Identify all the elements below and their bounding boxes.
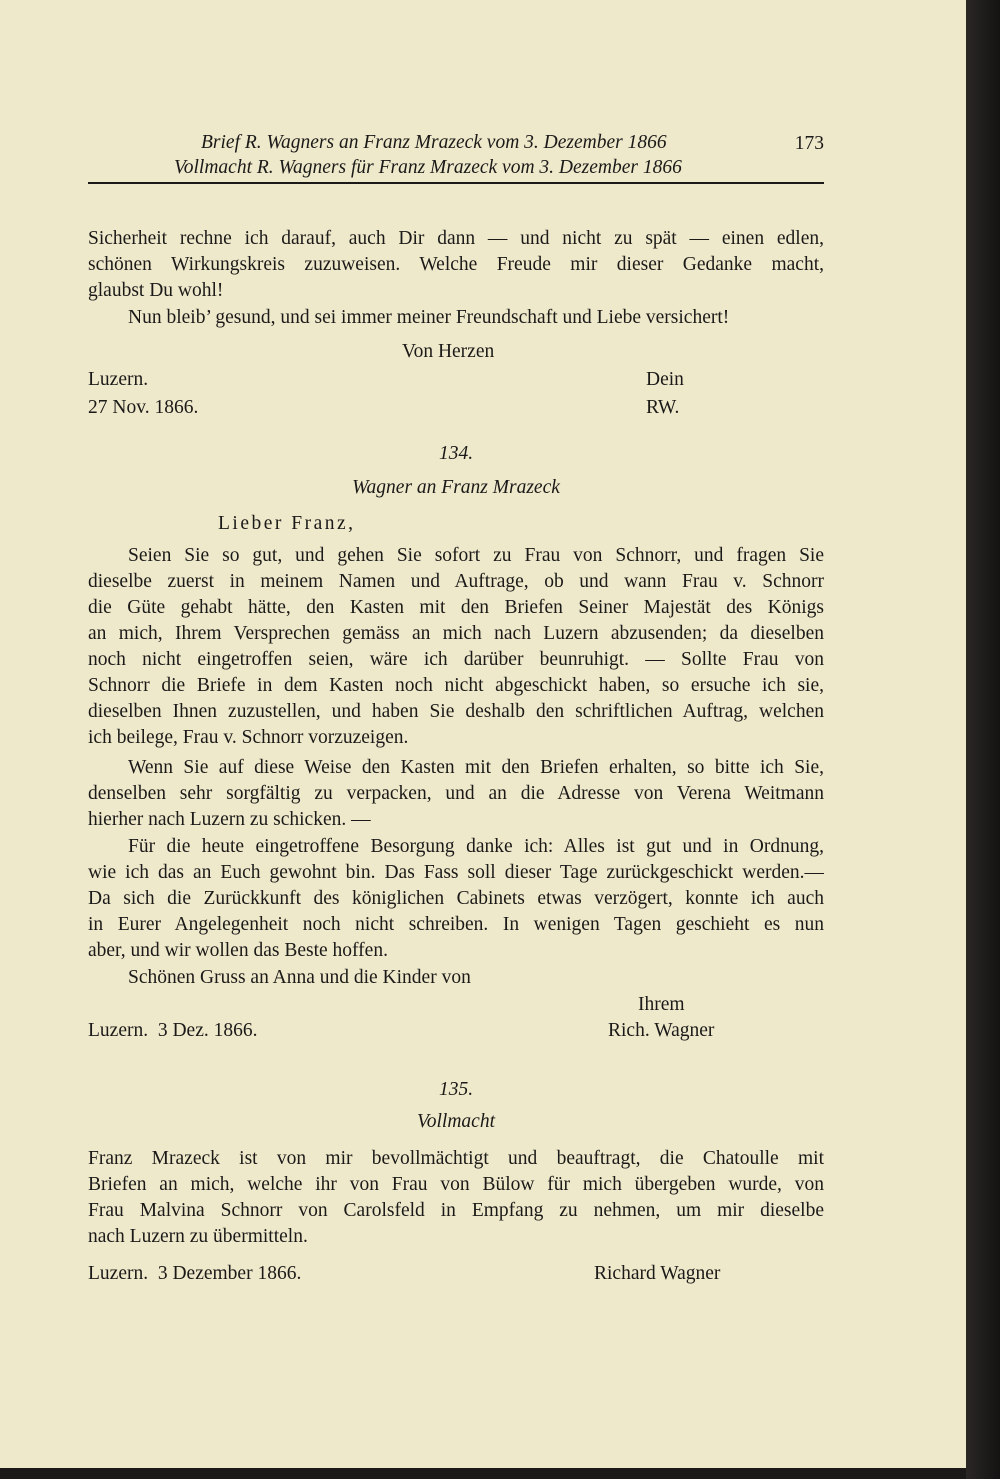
document-number: 135. (438, 1079, 474, 1100)
text-line: aber, und wir wollen das Beste hoffen. (88, 940, 388, 961)
letter-place: Luzern. (88, 369, 149, 390)
signature-line-1: Ihrem (638, 994, 685, 1015)
text-line: Schnorr die Briefe in dem Kasten noch nicht abgeschickt haben, so ersuche ich sie, (88, 675, 824, 696)
text-line: in Eurer Angelegenheit noch nicht schreiben. In wenigen Tagen geschieht es nun (88, 914, 824, 935)
text-line: noch nicht eingetroffen seien, wäre ich darüber beunruhigt. — Sollte Frau von (88, 649, 824, 670)
text-line: Franz Mrazeck ist von mir bevollmächtigt und beauftragt, die Chatoulle mit (88, 1148, 824, 1169)
text-line: Seien Sie so gut, und gehen Sie sofort zu Frau von Schnorr, und fragen Sie (128, 545, 824, 566)
document-title: Vollmacht (417, 1111, 495, 1132)
letter-title: Wagner an Franz Mrazeck (352, 477, 560, 498)
text-line: dieselben Ihnen zuzustellen, und haben Sie deshalb den schriftlichen Auftrag, welchen (88, 701, 824, 722)
text-line: an mich, Ihrem Versprechen gemäss an mich nach Luzern abzusenden; da dieselben (88, 623, 824, 644)
prev-letter-paragraph (88, 226, 824, 304)
text-line: dieselbe zuerst in meinem Namen und Auftrage, ob und wann Frau v. Schnorr (88, 571, 824, 592)
letter-paragraph-1 (88, 543, 824, 751)
text-line: Wenn Sie auf diese Weise den Kasten mit den Briefen erhalten, so bitte ich Sie, (128, 757, 824, 778)
letter-date: 27 Nov. 1866. (88, 397, 199, 418)
text-line: ich beilege, Frau v. Schnorr vorzuzeigen. (88, 727, 409, 748)
text-line: die Güte gehabt hätte, den Kasten mit den Briefen Seiner Majestät des Königs (88, 597, 824, 618)
text-line: glaubst Du wohl! (88, 280, 224, 301)
salutation: Lieber Franz, (218, 513, 356, 534)
text-line: Da sich die Zurückkunft des königlichen Cabinets etwas verzögert, konnte ich auch (88, 888, 824, 909)
text-line: Für die heute eingetroffene Besorgung danke ich: Alles ist gut und in Ordnung, (128, 836, 824, 857)
signature-line-2: Rich. Wagner (608, 1020, 715, 1041)
text-line: hierher nach Luzern zu schicken. — (88, 809, 371, 830)
header-line-2: Vollmacht R. Wagners für Franz Mrazeck vom 3. Dezember 1866 (174, 157, 682, 178)
signature-line-1: Dein (646, 369, 684, 390)
signature-line-2: RW. (646, 397, 680, 418)
text-line: Frau Malvina Schnorr von Carolsfeld in Empfang zu nehmen, um mir dieselbe (88, 1200, 824, 1221)
header-rule (88, 182, 824, 184)
letter-paragraph-4: Schönen Gruss an Anna und die Kinder von (128, 967, 471, 988)
document-signature: Richard Wagner (594, 1263, 721, 1284)
letter-number: 134. (438, 443, 474, 464)
book-edge (966, 0, 1000, 1479)
document-place-date: Luzern. 3 Dezember 1866. (88, 1263, 302, 1284)
text-line: schönen Wirkungskreis zuzuweisen. Welche Freude mir dieser Gedanke macht, (88, 254, 824, 275)
document-paragraph (88, 1146, 824, 1250)
text-line: nach Luzern zu übermitteln. (88, 1226, 308, 1247)
text-line: denselben sehr sorgfältig zu verpacken, und an die Adresse von Verena Weitmann (88, 783, 824, 804)
text-line: wie ich das an Euch gewohnt bin. Das Fass soll dieser Tage zurückgeschickt werden.— (88, 862, 824, 883)
letter-place-date: Luzern. 3 Dez. 1866. (88, 1020, 258, 1041)
letter-paragraph-3 (88, 834, 824, 964)
prev-letter-paragraph-2: Nun bleib’ gesund, und sei immer meiner Freundschaft und Liebe versichert! (128, 307, 730, 328)
header-line-1: Brief R. Wagners an Franz Mrazeck vom 3. Dezember 1866 (201, 132, 667, 153)
page-number: 173 (794, 133, 824, 154)
text-line: Sicherheit rechne ich darauf, auch Dir dann — und nicht zu spät — einen edlen, (88, 228, 824, 249)
text-line: Briefen an mich, welche ihr von Frau von Bülow für mich übergeben wurde, von (88, 1174, 824, 1195)
letter-paragraph-2 (88, 755, 824, 833)
closing-phrase: Von Herzen (402, 341, 495, 362)
